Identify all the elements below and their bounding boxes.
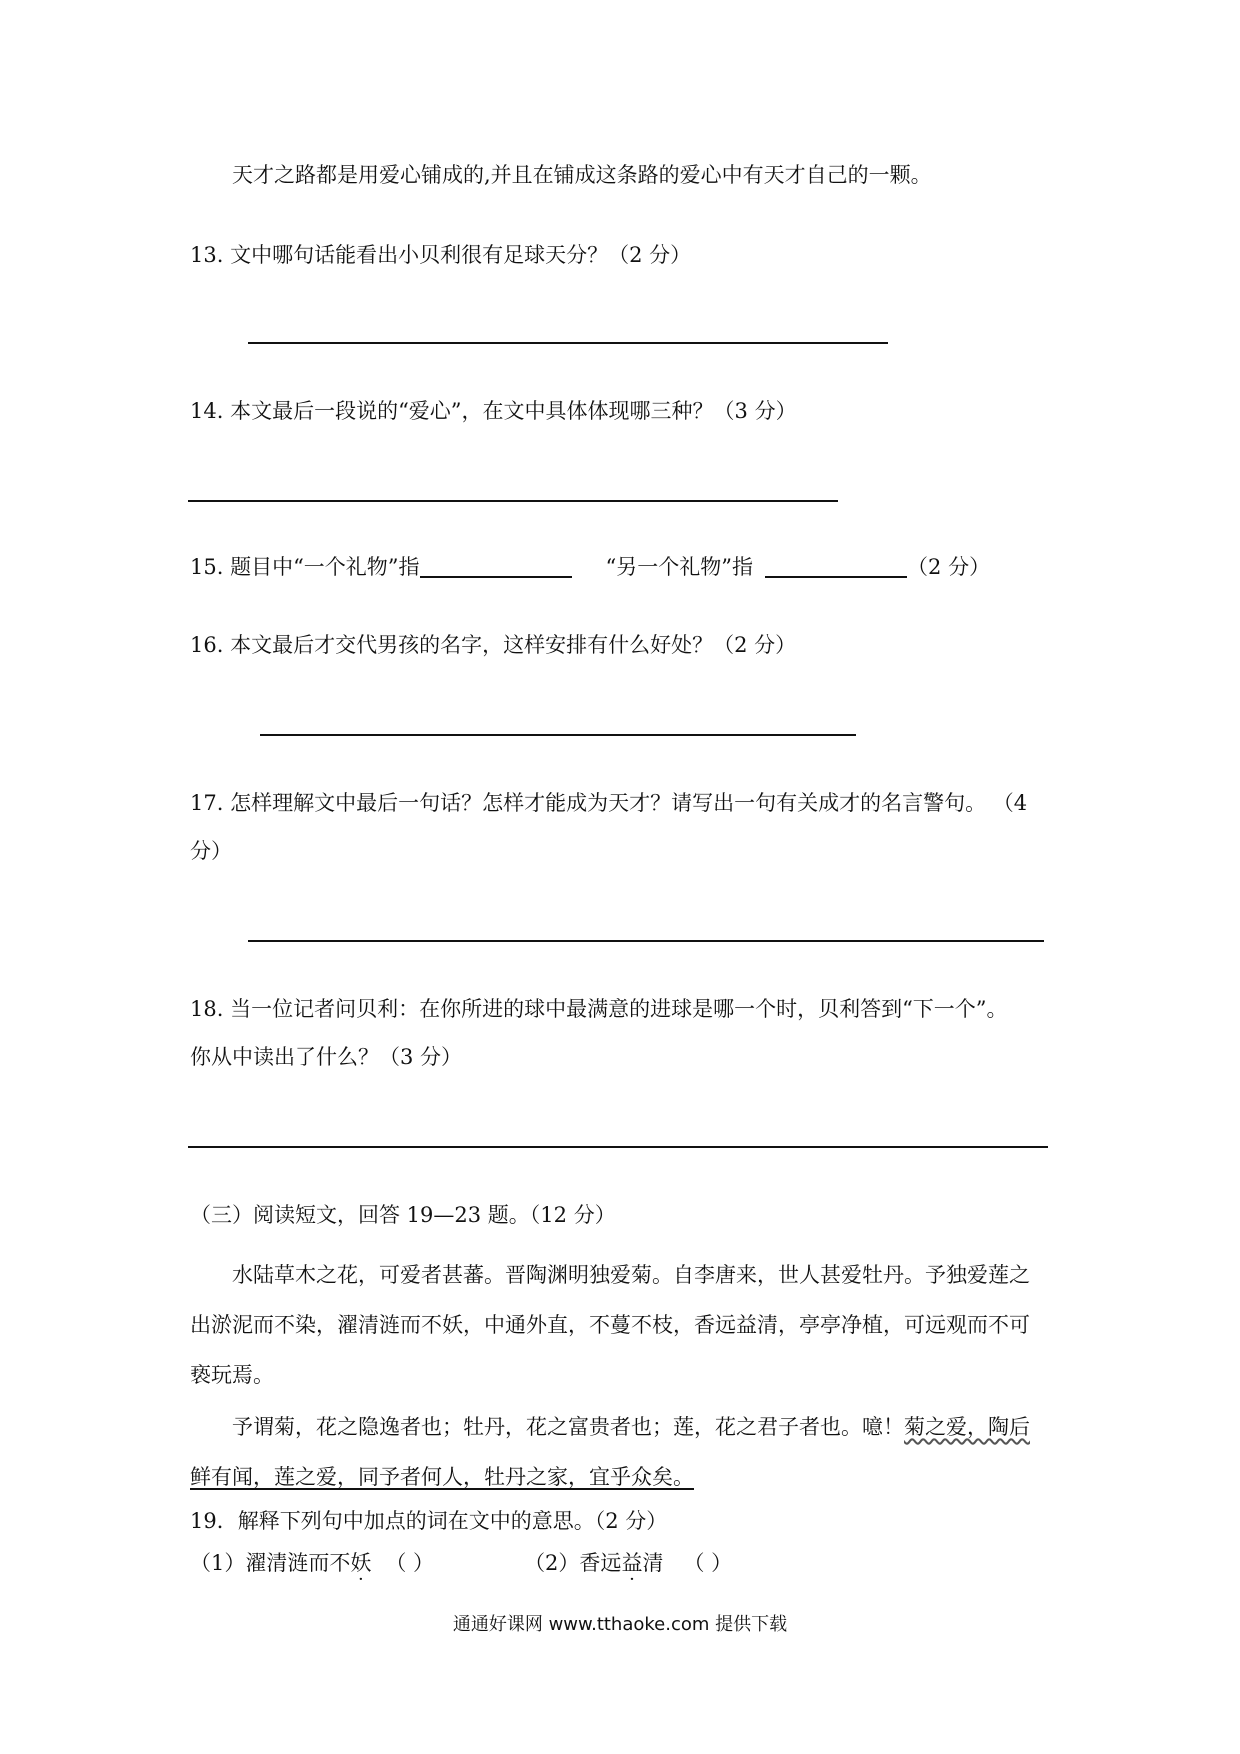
answer-paren-19-1[interactable]: （ ） <box>385 1551 435 1575</box>
dotted-word-1: 妖 <box>350 1551 372 1575</box>
answer-line-14[interactable] <box>188 500 838 502</box>
underlined-sentence: 鲜有闻，莲之爱，同予者何人，牡丹之家，宜乎众矣。 <box>190 1465 694 1489</box>
answer-line-13[interactable] <box>248 342 888 344</box>
answer-paren-19-2[interactable]: （ ） <box>683 1551 733 1575</box>
answer-blank-15a[interactable] <box>420 554 572 578</box>
question-19-2-text-end: 清 <box>642 1551 664 1575</box>
question-14: 14. 本文最后一段说的“爱心”，在文中具体体现哪三种？（3 分） <box>190 399 797 423</box>
page-footer: 通通好课网 www.tthaoke.com 提供下载 <box>452 1614 788 1635</box>
answer-line-17[interactable] <box>248 940 1044 942</box>
question-16: 16. 本文最后才交代男孩的名字，这样安排有什么好处？（2 分） <box>190 633 797 657</box>
question-15-score: （2 分） <box>907 555 991 579</box>
passage-paragraph-2-text: 予谓菊，花之隐逸者也；牡丹，花之富贵者也；莲，花之君子者也。噫！ <box>232 1415 904 1439</box>
question-18-line-2: 你从中读出了什么？（3 分） <box>190 1045 463 1069</box>
passage-paragraph-2-line-1 <box>232 1412 1030 1442</box>
question-19-2-text: （2）香远 <box>524 1551 622 1575</box>
question-15-part-b: “另一个礼物”指 <box>605 555 754 579</box>
question-15 <box>190 552 990 582</box>
section-3-heading: （三）阅读短文，回答 19—23 题。（12 分） <box>190 1203 616 1227</box>
answer-blank-15b[interactable] <box>765 554 907 578</box>
question-19: 19．解释下列句中加点的词在文中的意思。（2 分） <box>190 1509 668 1533</box>
question-19-items <box>190 1548 732 1578</box>
dotted-word-2: 益 <box>621 1551 643 1575</box>
passage-paragraph-1-line-2: 出淤泥而不染，濯清涟而不妖，中通外直，不蔓不枝，香远益清，亭亭净植，可远观而不可 <box>190 1313 1030 1337</box>
question-15-part-a: 15. 题目中“一个礼物”指 <box>190 555 420 579</box>
wavy-underlined-phrase: 菊之爱，陶后 <box>904 1415 1030 1439</box>
passage-paragraph-1-line-1: 水陆草木之花，可爱者甚蕃。晋陶渊明独爱菊。自李唐来，世人甚爱牡丹。予独爱莲之 <box>232 1263 1030 1287</box>
question-13: 13. 文中哪句话能看出小贝利很有足球天分？（2 分） <box>190 243 692 267</box>
question-17-line-2: 分） <box>190 839 232 863</box>
passage-paragraph-2-line-2 <box>190 1462 694 1492</box>
passage-paragraph-1-line-3: 亵玩焉。 <box>190 1363 274 1387</box>
answer-line-18[interactable] <box>188 1146 1048 1148</box>
intro-line: 天才之路都是用爱心铺成的,并且在铺成这条路的爱心中有天才自己的一颗。 <box>232 163 932 187</box>
question-18-line-1: 18. 当一位记者问贝利：在你所进的球中最满意的进球是哪一个时，贝利答到“下一个”。 <box>190 997 1008 1021</box>
question-17-line-1: 17. 怎样理解文中最后一句话？怎样才能成为天才？请写出一句有关成才的名言警句。 （4 <box>190 791 1028 815</box>
answer-line-16[interactable] <box>260 734 856 736</box>
question-19-1-text: （1）濯清涟而不 <box>190 1551 351 1575</box>
